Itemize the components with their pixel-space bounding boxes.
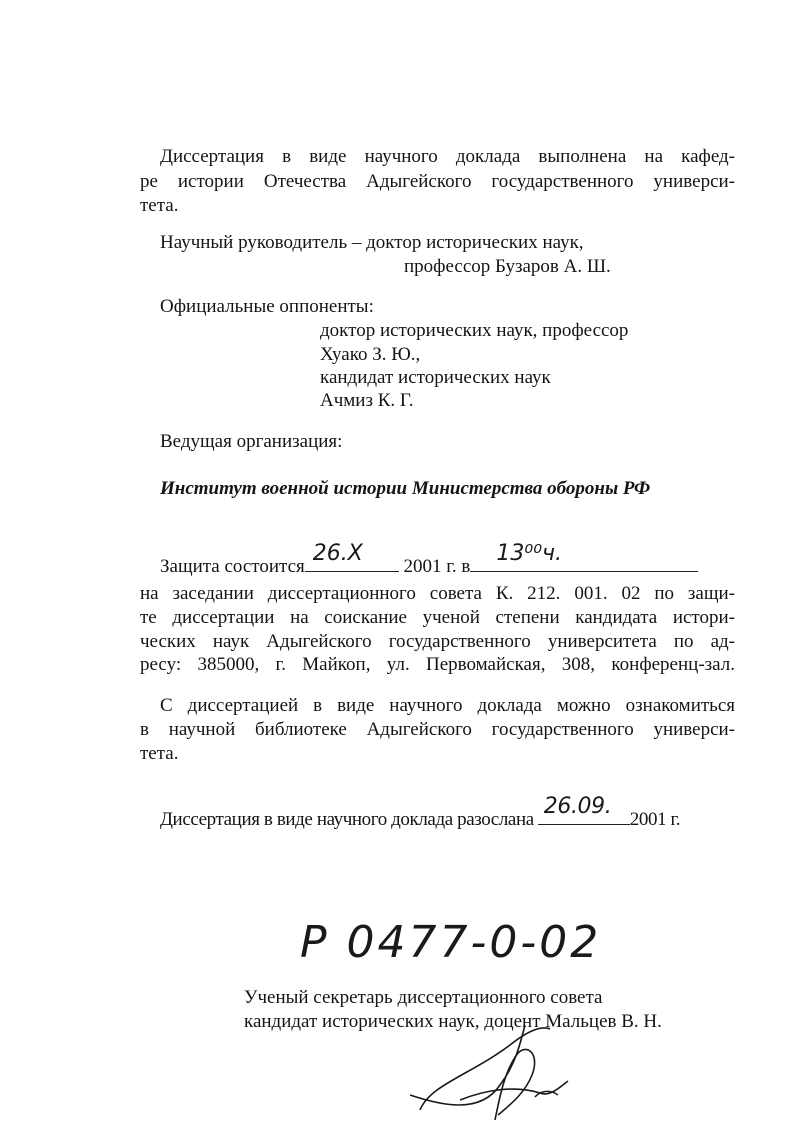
mailing-prefix: Диссертация в виде научного доклада разослана: [160, 809, 534, 830]
defense-date-handwritten: 26.Х: [312, 541, 363, 566]
defense-time-handwritten: 13⁰⁰ч.: [496, 541, 562, 566]
opponent-line-3: кандидат исторических наук: [320, 367, 551, 388]
secretary-line-2: кандидат исторических наук, доцент Мальцев В. Н.: [244, 1011, 662, 1032]
supervisor-line-1: Научный руководитель – доктор исторических наук,: [160, 232, 584, 253]
defense-date-field: [305, 541, 399, 572]
mailing-line: [160, 794, 681, 832]
library-line-2: в научной библиотеке Адыгейского государственного универси-: [140, 719, 735, 740]
defense-time-field: [470, 541, 698, 572]
defense-prefix: Защита состоится: [160, 556, 305, 577]
defense-year: 2001 г. в: [403, 556, 471, 577]
mailing-year: 2001 г.: [629, 809, 681, 830]
mailing-date-handwritten: 26.09.: [543, 794, 612, 819]
opponent-line-1: доктор исторических наук, профессор: [320, 320, 629, 341]
opponent-line-4: Ачмиз К. Г.: [320, 390, 414, 411]
registration-number-handwritten: Р 0477-0-02: [300, 917, 602, 968]
opponents-label: Официальные оппоненты:: [160, 296, 374, 317]
intro-line-3: тета.: [140, 195, 179, 216]
opponent-line-2: Хуако З. Ю.,: [320, 344, 421, 365]
intro-line-2: ре истории Отечества Адыгейского государственного универси-: [140, 171, 735, 192]
lead-org-name: Институт военной истории Министерства обороны РФ: [160, 478, 651, 499]
secretary-line-1: Ученый секретарь диссертационного совета: [244, 987, 603, 1008]
defense-line-1: [160, 541, 698, 579]
intro-line-1: Диссертация в виде научного доклада выполнена на кафед-: [160, 146, 735, 167]
defense-line-4: ческих наук Адыгейского государственного университета по ад-: [140, 631, 735, 652]
defense-line-3: те диссертации на соискание ученой степени кандидата истори-: [140, 607, 735, 628]
signature-scribble: [400, 1015, 580, 1127]
supervisor-line-2: профессор Бузаров А. Ш.: [404, 256, 611, 277]
defense-line-2: на заседании диссертационного совета К. 212. 001. 02 по защи-: [140, 583, 735, 604]
library-line-1: С диссертацией в виде научного доклада можно ознакомиться: [160, 695, 735, 716]
defense-line-5: ресу: 385000, г. Майкоп, ул. Первомайская, 308, конференц-зал.: [140, 654, 735, 675]
mailing-date-field: [538, 794, 630, 825]
lead-org-label: Ведущая организация:: [160, 431, 343, 452]
library-line-3: тета.: [140, 743, 179, 764]
